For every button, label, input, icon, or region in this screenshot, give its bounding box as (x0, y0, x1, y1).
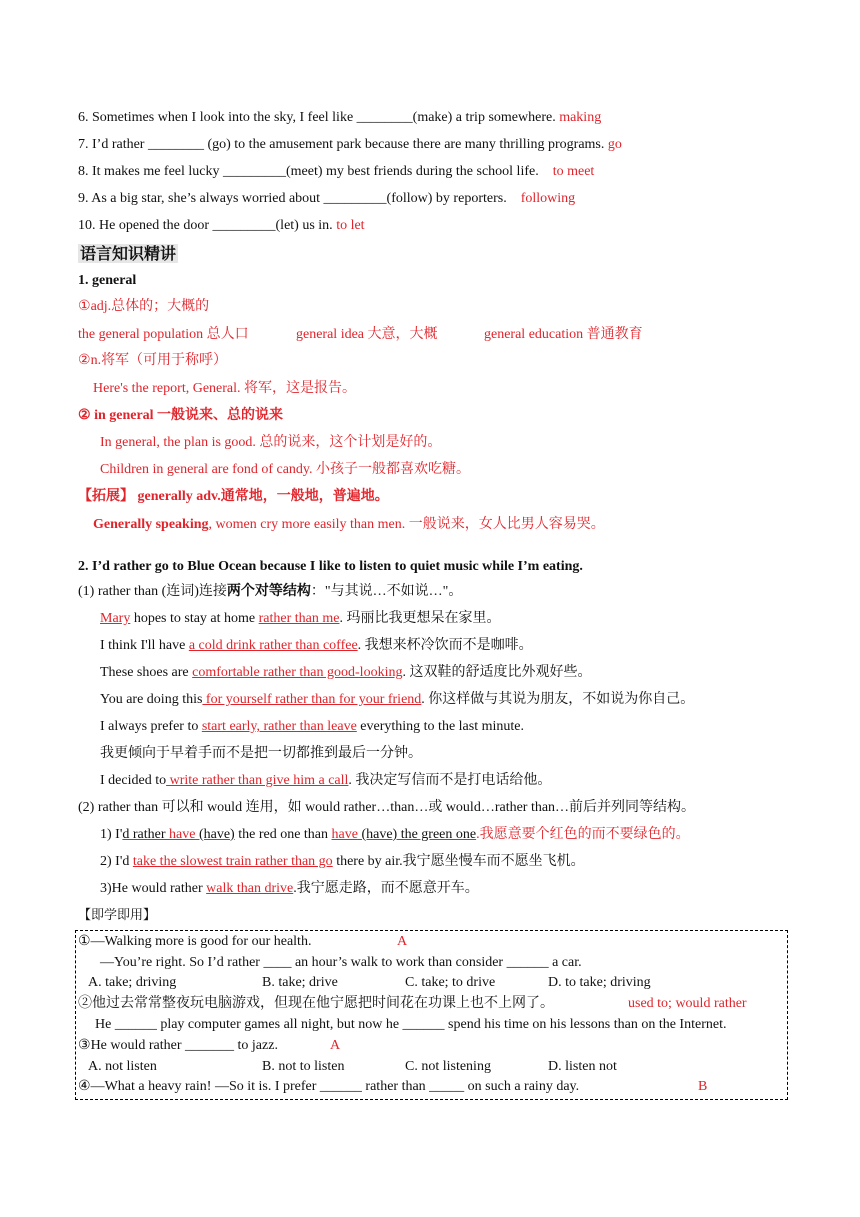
answer: making (559, 110, 602, 125)
option: D. to take; driving (548, 975, 651, 990)
general-heading: 1. general (78, 273, 137, 288)
answer: to let (336, 218, 365, 233)
option: B. not to listen (262, 1059, 345, 1074)
extension: 【拓展】 generally adv.通常地，一般地，普遍地。 (78, 489, 389, 504)
extension-example: Generally speaking, women cry more easily than men. 一般说来，女人比男人容易哭。 (93, 517, 605, 532)
section-title: 语言知识精讲 (80, 244, 177, 263)
exercise-9: 9. As a big star, she’s always worried about _________(follow) by reporters. following (78, 191, 576, 206)
rather-sentence-1: 1) I'd rather have (have) the red one than have (have) the green one.我愿意要个红色的而不要绿色的。 (100, 827, 690, 842)
general-example-4: Here's the report, General. 将军，这是报告。 (93, 381, 357, 396)
general-example-6: Children in general are fond of candy. 小孩子一般都喜欢吃糖。 (100, 462, 471, 477)
rather-example-2: I think I'll have a cold drink rather than coffee. 我想来杯冷饮而不是咖啡。 (100, 638, 533, 653)
practice-q2-line2: He ______ play computer games all night, but now he ______ spend his time on his lessons than on the Internet. (95, 1017, 727, 1032)
general-meaning-1: ①adj.总体的；大概的 (78, 299, 210, 314)
option: D. listen not (548, 1059, 617, 1074)
rather-sentence-2: 2) I'd take the slowest train rather than go there by air.我宁愿坐慢车而不愿坐飞机。 (100, 854, 585, 869)
rather-point-1: (1) rather than (连词)连接两个对等结构："与其说…不如说…"。 (78, 584, 463, 599)
option: A. take; driving (88, 975, 177, 990)
general-example-5: In general, the plan is good. 总的说来，这个计划是好的。 (100, 435, 442, 450)
option: C. not listening (405, 1059, 491, 1074)
practice-q1-line2: —You’re right. So I’d rather ____ an hour’s walk to work than consider ______ a car. (100, 955, 582, 970)
rather-example-1: Mary hopes to stay at home rather than me. 玛丽比我更想呆在家里。 (100, 611, 501, 626)
general-example-1: the general population 总人口 (78, 327, 249, 342)
answer: following (520, 191, 576, 206)
exercise-8: 8. It makes me feel lucky _________(meet) my best friends during the school life. to meet (78, 164, 595, 179)
option: A. not listen (88, 1059, 157, 1074)
practice-q3-answer: A (330, 1038, 341, 1053)
option: C. take; to drive (405, 975, 496, 990)
rather-example-5-cn: 我更倾向于早着手而不是把一切都推到最后一分钟。 (100, 746, 422, 761)
practice-q1: ①—Walking more is good for our health. (78, 934, 312, 949)
exercise-7: 7. I’d rather ________ (go) to the amusement park because there are many thrilling programs. go (78, 137, 622, 152)
practice-q2: ②他过去常常整夜玩电脑游戏，但现在他宁愿把时间花在功课上也不上网了。 (78, 996, 554, 1011)
general-meaning-3: ② in general 一般说来、总的说来 (78, 408, 284, 423)
answer: to meet (552, 164, 595, 179)
practice-q2-answer: used to; would rather (628, 996, 747, 1011)
option: B. take; drive (262, 975, 338, 990)
exercise-10: 10. He opened the door _________(let) us in. to let (78, 218, 365, 233)
general-example-2: general idea 大意，大概 (296, 327, 438, 342)
practice-q4: ④—What a heavy rain! —So it is. I prefer ______ rather than _____ on such a rainy day. (78, 1079, 580, 1094)
practice-label: 【即学即用】 (78, 908, 157, 923)
rather-example-3: These shoes are comfortable rather than good-looking. 这双鞋的舒适度比外观好些。 (100, 665, 592, 680)
rather-example-6: I decided to write rather than give him a call. 我决定写信而不是打电话给他。 (100, 773, 552, 788)
exercise-6: 6. Sometimes when I look into the sky, I feel like ________(make) a trip somewhere. making (78, 110, 602, 125)
rather-heading: 2. I’d rather go to Blue Ocean because I like to listen to quiet music while I’m eating. (78, 559, 583, 574)
practice-q1-answer: A (397, 934, 408, 949)
general-example-3: general education 普通教育 (484, 327, 643, 342)
answer: go (607, 137, 622, 152)
general-meaning-2: ②n.将军（可用于称呼） (78, 353, 228, 368)
rather-example-5: I always prefer to start early, rather than leave everything to the last minute. (100, 719, 524, 734)
rather-point-2: (2) rather than 可以和 would 连用，如 would rather…than…或 would…rather than…前后并列同等结构。 (78, 800, 696, 815)
rather-example-4: You are doing this for yourself rather than for your friend. 你这样做与其说为朋友，不如说为你自己。 (100, 692, 695, 707)
practice-q4-answer: B (698, 1079, 708, 1094)
practice-q3: ③He would rather _______ to jazz. (78, 1038, 278, 1053)
rather-sentence-3: 3)He would rather walk than drive.我宁愿走路，而不愿意开车。 (100, 881, 479, 896)
